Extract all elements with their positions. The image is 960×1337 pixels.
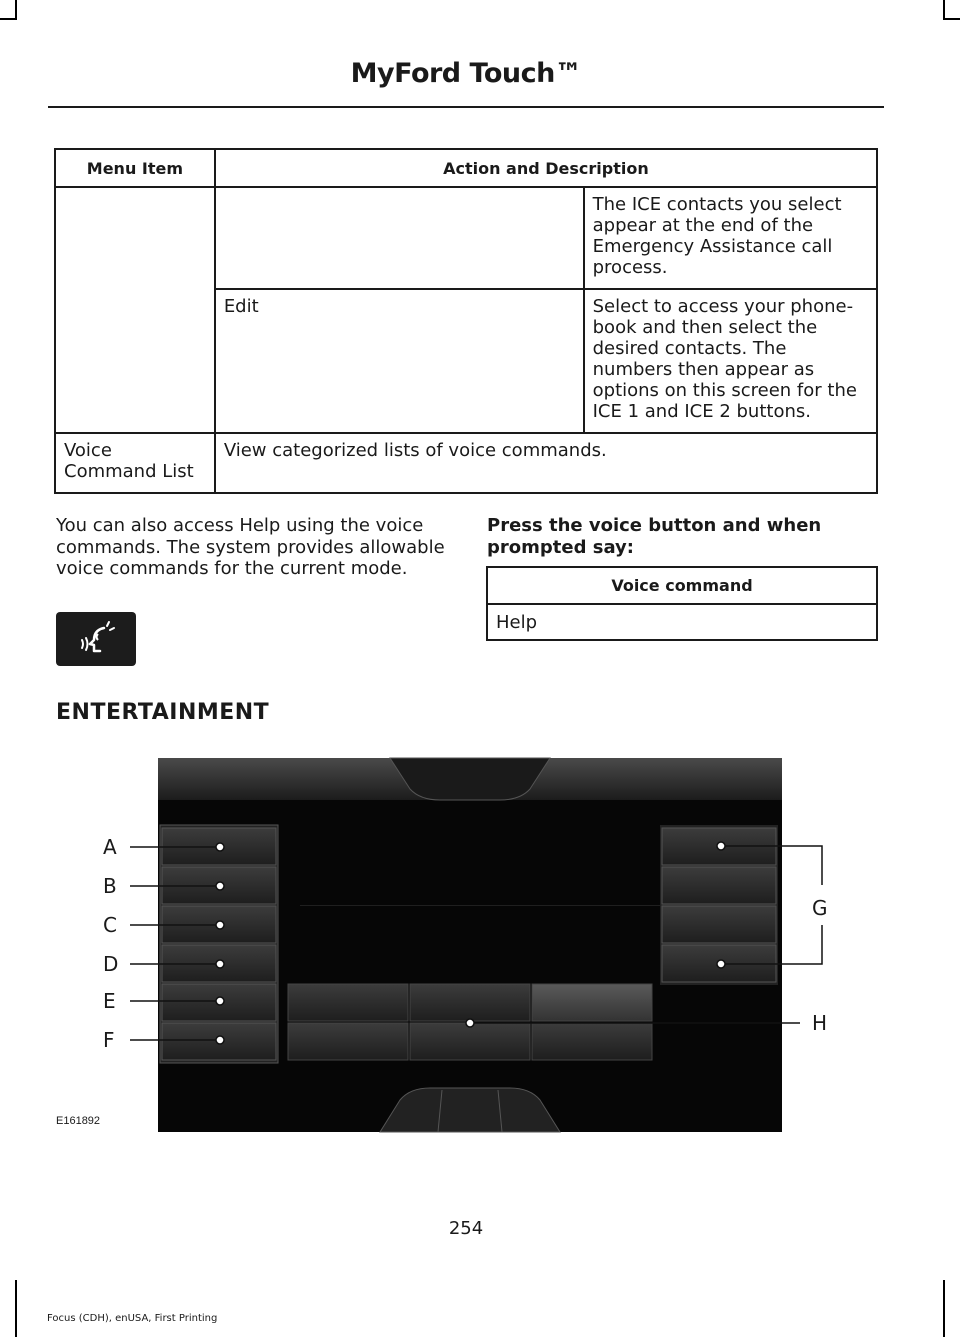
figure-id: E161892 [56,1115,101,1127]
callout-b: B [103,874,117,898]
table-row [55,187,877,289]
crop-mark [0,18,17,20]
callout-d: D [103,952,119,976]
screen-bottom-dock [380,1088,560,1132]
section-heading: ENTERTAINMENT [56,700,270,725]
footer-text: Focus (CDH), enUSA, First Printing [47,1313,218,1324]
voice-command-cell: Help [487,604,877,640]
column-header: Menu Item [55,149,215,187]
bottom-button-6[interactable] [532,1023,652,1060]
header-divider [48,106,884,108]
callout-a: A [103,835,117,859]
callout-f: F [103,1028,115,1052]
callout-e: E [103,989,116,1013]
callout-h: H [812,1011,828,1035]
crop-mark [15,0,17,18]
description-cell: The ICE contacts you select appear at the end of the Emergency Assistance call process. [584,187,877,289]
column-header: Voice command [487,567,877,604]
table-header-row [487,567,877,604]
bottom-button-3[interactable] [532,984,652,1021]
bottom-button-4[interactable] [288,1023,408,1060]
crop-mark [15,1280,17,1337]
callout-c: C [103,913,117,937]
table-row [55,433,877,493]
voice-command-table [486,566,878,641]
description-cell: View categorized lists of voice commands. [215,433,877,493]
page-number: 254 [448,1218,484,1239]
column-header: Action and Description [215,149,877,187]
prompt-heading: Press the voice button and when prompted say: [487,515,822,558]
table-row [487,604,877,640]
intro-paragraph: You can also access Help using the voice commands. The system provides allowable voice commands for the current mode. [56,515,445,579]
bottom-button-1[interactable] [288,984,408,1021]
bottom-button-2[interactable] [410,984,530,1021]
table-header-row [55,149,877,187]
callout-g: G [812,896,828,920]
voice-command-icon [56,612,136,666]
menu-item-cell: Voice Command List [55,433,215,493]
bottom-button-5[interactable] [410,1023,530,1060]
right-button-3[interactable] [662,906,776,943]
sub-item-cell [215,187,584,289]
crop-mark [943,18,960,20]
description-cell: Select to access your phone-book and then select the desired contacts. The numbers then appear as options on this screen for the ICE 1 and ICE 2 buttons. [584,289,877,433]
crop-mark [943,0,945,18]
right-button-2[interactable] [662,867,776,904]
entertainment-screen-figure [56,755,830,1135]
menu-table [54,148,878,494]
menu-item-cell [55,187,215,433]
sub-item-cell: Edit [215,289,584,433]
crop-mark [943,1280,945,1337]
page-title: MyFord Touch™ [350,58,582,89]
